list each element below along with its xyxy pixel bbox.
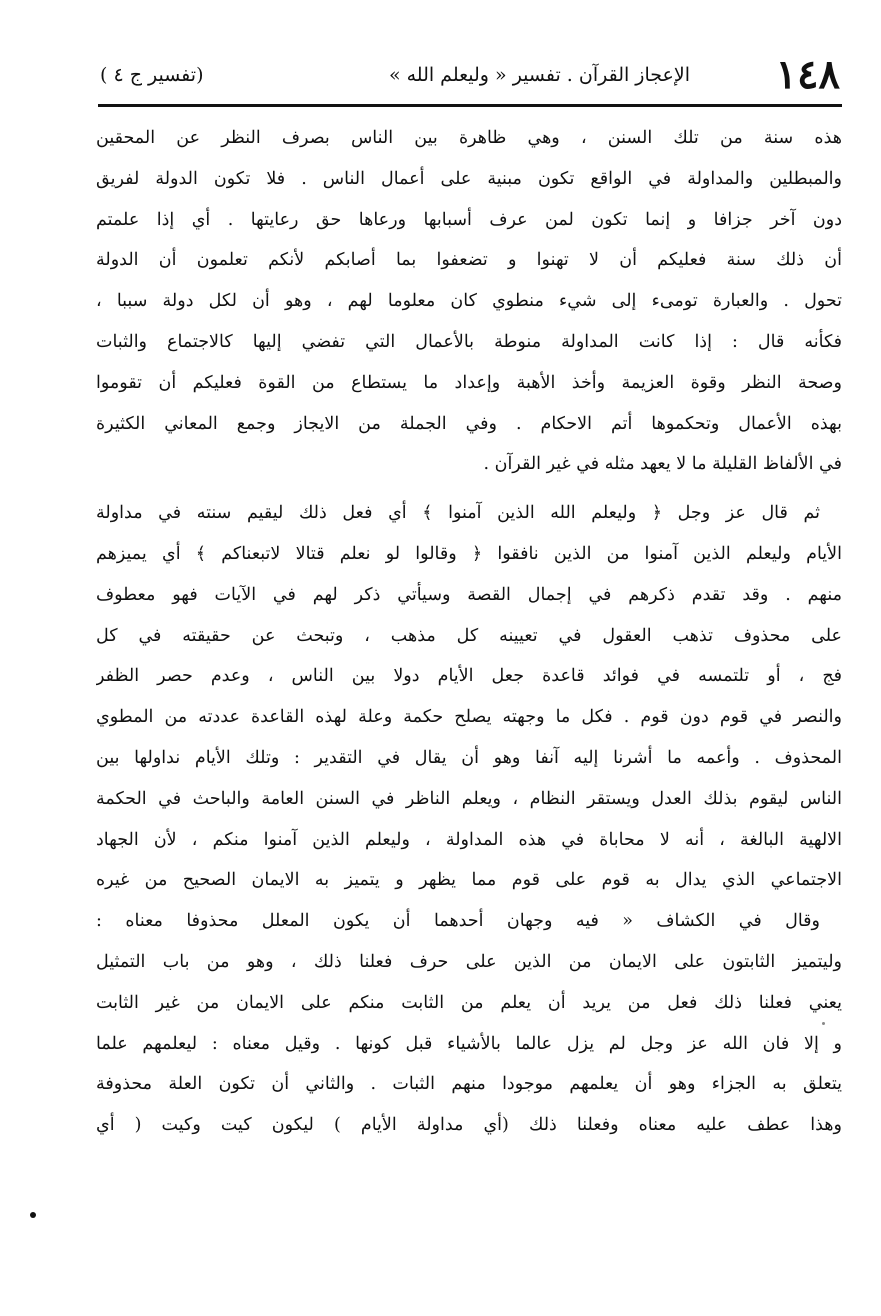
text-line: وقال في الكشاف « فيه وجهان أحدهما أن يكون المعلل محذوفا معناه : [96,911,820,932]
text-line: فج ، أو تلتمسه في فوائد قاعدة جعل الأيام دولا بين الناس ، وعدم حصر الظفر [96,666,842,687]
text-line: يتعلق به الجزاء وهو أن يعلمهم موجودا منهم الثبات . والثاني أن تكون العلة محذوفة [96,1074,842,1095]
text-line: يعني فعلنا ذلك فعل من يريد أن يعلم من الثابت منكم على الايمان من غير الثابت [96,992,842,1013]
text-line: والنصر في قوم دون قوم . فكل ما وجهته يصلح حكمة وعلة لهذه القاعدة عددته من المطوي [96,707,842,728]
text-line: دون آخر جزافا و إنما تكون لمن عرف أسبابها ورعاها حق رعايتها . أي إذا علمتم [96,209,842,230]
text-line: تحول . والعبارة تومىء إلى شيء منطوي كان معلوما لهم ، وهو أن لكل دولة سببا ، [96,291,842,312]
text-line: وهذا عطف عليه معناه وفعلنا ذلك (أي مداولة الأيام ) ليكون كيت وكيت ( أي [96,1115,842,1136]
text-line: ثم قال عز وجل ﴿ وليعلم الله الذين آمنوا ﴾ أي فعل ذلك ليقيم سنته في مداولة [96,503,820,524]
text-line: المحذوف . وأعمه ما أشرنا إليه آنفا وهو أن يقال في التقدير : وتلك الأيام نداولها بين [96,747,842,768]
text-line: و إلا فان الله عز وجل لم يزل عالما بالأشياء قبل كونها . وقيل معناه : ليعلمهم علما [96,1033,842,1054]
text-line: الأيام وليعلم الذين آمنوا من الذين نافقوا ﴿ وقالوا لو نعلم قتالا لاتبعناكم ﴾ أي يميزهم [96,543,842,564]
text-line: وليتميز الثابتون على الايمان من الذين على حرف فعلنا ذلك ، وهو من باب التمثيل [96,951,842,972]
text-line: الاجتماعي الذي يدال به قوم على قوم مما يظهر و يتميز به الايمان الصحيح من غيره [96,870,842,891]
text-line: بهذه الأعمال وتحكموها أتم الاحكام . وفي الجملة من الايجاز وجمع المعاني الكثيرة [96,413,842,434]
text-line: وصحة النظر وقوة العزيمة وأخذ الأهبة وإعداد ما يستطاع من القوة فعليكم أن تقوموا [96,372,842,393]
text-line: منهم . وقد تقدم ذكرهم في إجمال القصة وسيأتي ذكر لهم في الآيات فهو معطوف [96,584,842,605]
text-line: على محذوف تذهب العقول في تعيينه كل مذهب ، وتبحث عن حقيقته في كل [96,625,842,646]
body-text [96,118,842,1146]
text-line: فكأنه قال : إذا كانت المداولة منوطة بالأعمال التي تفضي إليها كالاجتماع والثبات [96,331,842,352]
header-rule [98,104,842,107]
page-number: ١٤٨ [775,51,840,98]
running-title: الإعجاز القرآن . تفسير « وليعلم الله » [388,64,690,86]
text-line: الالهية البالغة ، أنه لا محاباة في هذه المداولة ، وليعلم الذين آمنوا منكم ، لأن الجهاد [96,829,842,850]
text-line: أن ذلك سنة فعليكم أن لا تهنوا و تضعفوا بما أصابكم لأنكم تعلمون أن الدولة [96,250,842,271]
scan-speck [822,1022,825,1025]
text-line: هذه سنة من تلك السنن ، وهي ظاهرة بين الناس بصرف النظر عن المحقين [96,128,842,148]
paragraph-gap [96,485,842,493]
page-header [100,52,840,98]
text-line: الناس ليقوم بذلك العدل ويستقر النظام ، ويعلم الناظر في السنن العامة والباحث في الحكمة [96,788,842,809]
text-line: والمبطلين والمداولة في الواقع تكون مبنية على أعمال الناس . فلا تكون الدولة لفريق [96,168,842,189]
volume-label: (تفسير ج ٤ ) [100,64,204,86]
text-line: في الألفاظ القليلة ما لا يعهد مثله في غير القرآن . [483,454,842,475]
scan-speck [30,1212,36,1218]
